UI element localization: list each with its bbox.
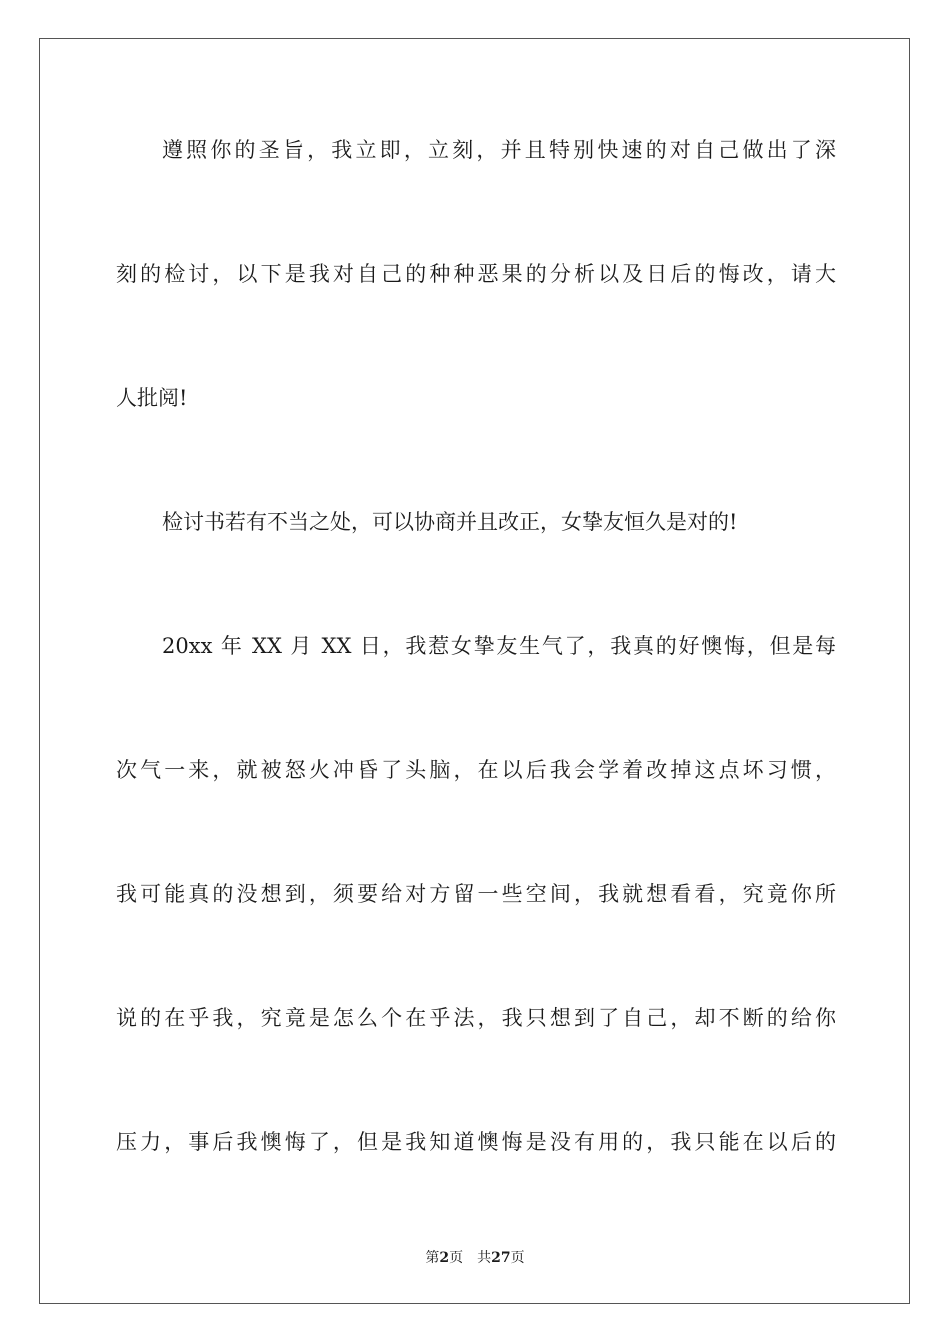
- body-line-9: 压力，事后我懊悔了，但是我知道懊悔是没有用的，我只能在以后的: [116, 1130, 836, 1154]
- body-line-1: 遵照你的圣旨，我立即，立刻，并且特别快速的对自己做出了深: [162, 138, 836, 162]
- body-line-7: 我可能真的没想到，须要给对方留一些空间，我就想看看，究竟你所: [116, 882, 836, 906]
- body-line-8: 说的在乎我，究竟是怎么个在乎法，我只想到了自己，却不断的给你: [116, 1006, 836, 1030]
- body-line-4: 检讨书若有不当之处，可以协商并且改正，女挚友恒久是对的!: [162, 510, 738, 534]
- page-number: 第2页: [425, 1250, 464, 1266]
- body-line-2: 刻的检讨，以下是我对自己的种种恶果的分析以及日后的悔改，请大: [116, 262, 836, 286]
- page-footer: [0, 1248, 950, 1268]
- body-line-6: 次气一来，就被怒火冲昏了头脑，在以后我会学着改掉这点坏习惯，: [116, 758, 836, 782]
- page-frame: [39, 38, 910, 1304]
- page-total: 共27页: [477, 1250, 525, 1266]
- body-line-3: 人批阅!: [116, 386, 188, 410]
- body-line-5: 20xx 年 XX 月 XX 日，我惹女挚友生气了，我真的好懊悔，但是每: [162, 634, 836, 658]
